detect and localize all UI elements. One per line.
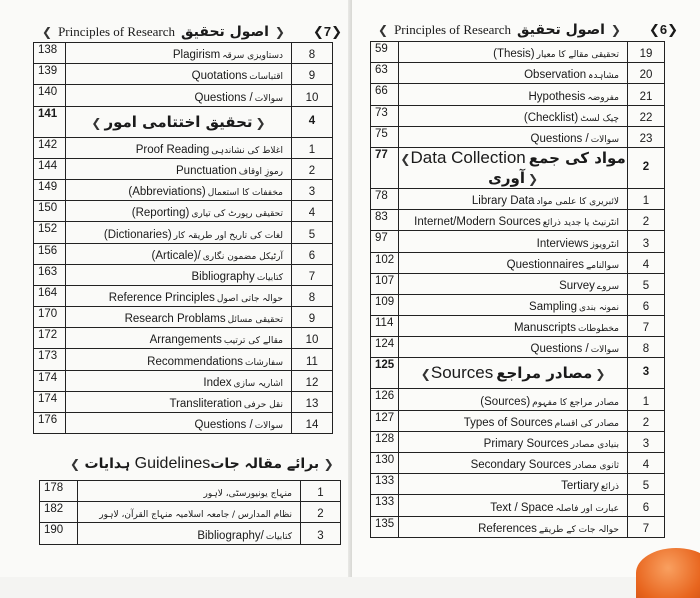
page-ref: 173 — [34, 349, 66, 370]
toc-row — [34, 64, 333, 85]
toc-row — [34, 285, 333, 306]
entry-number: 4 — [292, 201, 333, 222]
entry-title-ur: سروے — [596, 281, 619, 292]
entry-title-en: (Dictionaries) — [103, 228, 172, 241]
entry-title — [66, 328, 292, 349]
page-ref: 114 — [371, 316, 399, 337]
toc-row — [371, 252, 665, 273]
book-title-urdu: اصول تحقیق — [181, 24, 269, 40]
page-number: ❮7❯ — [312, 24, 343, 39]
toc-row — [34, 179, 333, 200]
toc-row — [40, 502, 341, 523]
entry-title-ur: اشاریہ سازی — [233, 378, 283, 389]
entry-title — [66, 413, 292, 434]
toc-row — [34, 349, 333, 370]
entry-title — [66, 158, 292, 179]
toc-row — [371, 516, 665, 537]
entry-title-en: Questionnaires — [506, 258, 584, 271]
entry-number: 9 — [292, 307, 333, 328]
entry-title-en: Hypothesis — [528, 90, 586, 103]
entry-title — [66, 137, 292, 158]
entry-title — [66, 179, 292, 200]
toc-row — [371, 389, 665, 410]
left-page — [0, 0, 352, 577]
entry-title — [399, 516, 628, 537]
section-title-en: Data Collection — [410, 147, 526, 167]
entry-title — [66, 106, 292, 137]
entry-title — [66, 285, 292, 306]
entry-number: 5 — [628, 273, 665, 294]
entry-title-en: (Thesis) — [493, 48, 535, 61]
entry-title-en: Proof Reading — [135, 143, 210, 156]
entry-number: 1 — [628, 389, 665, 410]
page-ref: 73 — [371, 105, 399, 126]
entry-title-en: (Articale)/ — [151, 249, 201, 262]
entry-title — [78, 481, 301, 502]
page-ref: 141 — [34, 106, 66, 137]
ornament-icon: ❮ — [420, 367, 431, 382]
entry-title — [399, 126, 628, 147]
entry-title-en: Bibliography — [191, 270, 255, 283]
entry-title — [399, 358, 628, 389]
book-title-english: Principles of Research — [394, 22, 512, 37]
toc-table-right — [370, 41, 665, 538]
entry-title — [66, 391, 292, 412]
entry-number: 7 — [628, 516, 665, 537]
entry-number: 10 — [292, 85, 333, 106]
entry-title — [399, 210, 628, 231]
toc-row — [371, 431, 665, 452]
page-ref: 128 — [371, 431, 399, 452]
entry-title-en: Bibliography/ — [197, 529, 264, 542]
toc-table-left — [33, 42, 333, 434]
entry-number: 7 — [628, 316, 665, 337]
page-ref: 75 — [371, 126, 399, 147]
entry-title-en: (Reporting) — [131, 207, 190, 220]
entry-title-en: Reference Principles — [108, 292, 215, 305]
entry-title-ur: سوالنامے — [586, 260, 619, 271]
orange-object — [636, 548, 700, 598]
entry-title-en: Questions / — [194, 91, 253, 104]
entry-title — [66, 370, 292, 391]
entry-number: 3 — [628, 358, 665, 389]
entry-title-en: Secondary Sources — [470, 459, 571, 472]
section-title-en: Sources — [430, 363, 494, 383]
entry-title-ur: لغات کی تاریخ اور طریقہ کار — [173, 230, 283, 241]
page-ref: 174 — [34, 391, 66, 412]
entry-title — [66, 85, 292, 106]
entry-title-ur: تحقیقی رپورٹ کی تیاری — [191, 209, 283, 220]
entry-title-en: Types of Sources — [463, 416, 553, 429]
entry-number: 8 — [628, 337, 665, 358]
entry-title-ur: بنیادی مصادر — [570, 440, 619, 450]
entry-title-ur: دستاویزی سرقہ — [222, 51, 283, 62]
guidelines-table — [39, 480, 341, 545]
toc-row — [34, 222, 333, 243]
guidelines-heading: ❮ ہدایات Guidelinesبرائے مقالہ جات ❯ — [70, 455, 334, 472]
entry-title-ur: سوالات — [254, 421, 283, 432]
entry-title-ur: سوالات — [590, 134, 619, 145]
entry-title-en: (Sources) — [480, 395, 531, 408]
entry-title-ur: اقتباسات — [249, 72, 283, 83]
running-head-left — [42, 22, 342, 42]
page-ref: 139 — [34, 64, 66, 85]
entry-number: 22 — [628, 105, 665, 126]
toc-row — [34, 413, 333, 434]
entry-title-ur: نقل حرفی — [243, 400, 283, 410]
toc-row — [40, 481, 341, 502]
entry-title-en: Index — [203, 376, 232, 389]
entry-number: 13 — [292, 391, 333, 412]
ornament-icon: ❯ — [595, 367, 606, 382]
page-ref: 152 — [34, 222, 66, 243]
toc-section-row — [371, 147, 665, 188]
entry-title-ur: مقالے کی ترتیب — [223, 336, 283, 347]
entry-number: 3 — [628, 431, 665, 452]
toc-row — [40, 523, 341, 544]
page-ref: 109 — [371, 294, 399, 315]
entry-number: 10 — [292, 328, 333, 349]
page-ref: 164 — [34, 285, 66, 306]
entry-title — [399, 84, 628, 105]
page-ref: 178 — [40, 481, 78, 502]
entry-title-ur: تحقیقی مسائل — [227, 315, 283, 326]
page-ref: 59 — [371, 42, 399, 63]
entry-title-ur: چیک لسٹ — [580, 113, 619, 124]
entry-title — [66, 43, 292, 64]
entry-title — [66, 64, 292, 85]
page-ref: 135 — [371, 516, 399, 537]
entry-title-en: Questions / — [530, 132, 589, 145]
entry-title-ur: کتابیات — [256, 272, 283, 283]
entry-title-en: Punctuation — [176, 164, 237, 177]
entry-title-ur: مفروضہ — [587, 92, 619, 103]
entry-number: 1 — [628, 188, 665, 209]
ornament-icon: ❮ — [91, 115, 102, 130]
section-title-ur: مصادر مراجع — [496, 364, 593, 383]
page-ref: 182 — [40, 502, 78, 523]
page-ref: 126 — [371, 389, 399, 410]
page-number: ❮6❯ — [648, 22, 679, 37]
entry-title — [399, 495, 628, 516]
entry-title-en: (Abbreviations) — [128, 186, 206, 199]
entry-title-en: Library Data — [471, 195, 535, 208]
page-ref: 140 — [34, 85, 66, 106]
entry-number: 11 — [292, 349, 333, 370]
toc-row — [371, 273, 665, 294]
entry-title-en: Transliteration — [169, 398, 242, 410]
entry-number: 12 — [292, 370, 333, 391]
page-ref: 78 — [371, 188, 399, 209]
entry-title-ur: سفارشات — [245, 357, 283, 368]
entry-number: 1 — [292, 137, 333, 158]
entry-number: 14 — [292, 413, 333, 434]
entry-title — [399, 42, 628, 63]
page-ref: 125 — [371, 358, 399, 389]
entry-title-ur: آرٹیکل مضمون نگاری — [202, 251, 283, 262]
entry-title — [399, 453, 628, 474]
ornament-icon: ❯ — [255, 115, 266, 130]
entry-title-en: Interviews — [536, 237, 589, 250]
toc-row — [371, 474, 665, 495]
entry-title-ur: منہاج یونیورسٹی، لاہور — [203, 489, 292, 500]
toc-row — [371, 63, 665, 84]
running-head-right — [378, 20, 678, 40]
entry-title — [399, 294, 628, 315]
entry-number: 21 — [628, 84, 665, 105]
entry-title — [66, 264, 292, 285]
book-title-english: Principles of Research — [58, 24, 176, 39]
entry-title — [78, 523, 301, 544]
toc-row — [34, 307, 333, 328]
entry-number: 4 — [628, 453, 665, 474]
entry-number: 4 — [292, 106, 333, 137]
entry-title — [66, 349, 292, 370]
toc-row — [34, 391, 333, 412]
page-ref: 63 — [371, 63, 399, 84]
entry-title — [399, 474, 628, 495]
book-title-urdu: اصول تحقیق — [517, 22, 605, 38]
entry-title — [399, 431, 628, 452]
entry-number: 7 — [292, 264, 333, 285]
entry-title — [399, 337, 628, 358]
ornament-icon: ❮ — [400, 151, 411, 166]
page-ref: 150 — [34, 201, 66, 222]
toc-row — [34, 328, 333, 349]
entry-title-en: Sampling — [529, 301, 577, 314]
entry-title — [399, 389, 628, 410]
toc-section-row — [34, 106, 333, 137]
entry-title — [399, 105, 628, 126]
entry-title-en: Quotations — [191, 70, 248, 83]
entry-number: 1 — [301, 481, 341, 502]
toc-row — [34, 243, 333, 264]
toc-row — [371, 84, 665, 105]
entry-number: 2 — [628, 410, 665, 431]
toc-row — [34, 264, 333, 285]
toc-row — [371, 210, 665, 231]
toc-row — [371, 453, 665, 474]
entry-title-en: References — [478, 522, 537, 535]
page-ref: 142 — [34, 137, 66, 158]
entry-number: 4 — [628, 252, 665, 273]
toc-row — [371, 105, 665, 126]
entry-number: 3 — [301, 523, 341, 544]
toc-row — [371, 188, 665, 209]
page-ref: 170 — [34, 307, 66, 328]
entry-title — [399, 273, 628, 294]
toc-row — [371, 294, 665, 315]
entry-number: 20 — [628, 63, 665, 84]
page-ref: 156 — [34, 243, 66, 264]
entry-title-ur: سوالات — [590, 345, 619, 356]
page-ref: 190 — [40, 523, 78, 544]
toc-row — [34, 158, 333, 179]
section-title-ur: تحقیق اختتامی امور — [104, 112, 253, 131]
entry-title-ur: سوالات — [254, 93, 283, 104]
page-ref: 138 — [34, 43, 66, 64]
page-ref: 127 — [371, 410, 399, 431]
toc-row — [371, 495, 665, 516]
entry-number: 2 — [628, 210, 665, 231]
entry-title-ur: نمونہ بندی — [579, 303, 619, 314]
entry-title-ur: مخطوطات — [577, 324, 619, 335]
toc-row — [371, 316, 665, 337]
page-ref: 66 — [371, 84, 399, 105]
entry-title-ur: حوالہ جات کے طریقے — [538, 524, 619, 535]
entry-title-ur: تحقیقی مقالے کا معیار — [536, 50, 619, 61]
entry-number: 19 — [628, 42, 665, 63]
page-ref: 172 — [34, 328, 66, 349]
toc-row — [371, 337, 665, 358]
page-ref: 174 — [34, 370, 66, 391]
entry-title-ur: کتابیات — [265, 531, 292, 542]
toc-row — [371, 126, 665, 147]
page-ref: 97 — [371, 231, 399, 252]
entry-title-ur: رموزِ اوقاف — [238, 166, 283, 177]
entry-title-en: Observation — [524, 69, 587, 82]
entry-title-ur: حوالہ جاتی اصول — [216, 294, 283, 305]
entry-title-en: Tertiary — [561, 480, 599, 493]
toc-row — [34, 43, 333, 64]
toc-row — [371, 231, 665, 252]
page-ref: 149 — [34, 179, 66, 200]
entry-number: 6 — [628, 294, 665, 315]
entry-title-en: Questions / — [194, 419, 253, 432]
toc-section-row — [371, 358, 665, 389]
entry-number: 2 — [628, 147, 665, 188]
entry-title — [66, 243, 292, 264]
entry-title — [399, 147, 628, 188]
entry-title-ur: مخففات کا استعمال — [207, 188, 283, 199]
entry-title — [78, 502, 301, 523]
entry-number: 5 — [628, 474, 665, 495]
entry-title — [66, 222, 292, 243]
right-page — [352, 0, 700, 577]
entry-number: 3 — [292, 179, 333, 200]
page-ref: 133 — [371, 474, 399, 495]
entry-number: 8 — [292, 43, 333, 64]
entry-title — [66, 201, 292, 222]
entry-title-ur: انٹرویوز — [590, 239, 619, 250]
entry-title-ur: عبارت اور فاصلہ — [555, 503, 619, 514]
page-ref: 124 — [371, 337, 399, 358]
page-ref: 163 — [34, 264, 66, 285]
entry-title — [399, 63, 628, 84]
toc-row — [34, 201, 333, 222]
entry-title-ur: ثانوی مصادر — [572, 461, 619, 472]
ornament-icon: ❯ — [527, 171, 539, 186]
entry-number: 8 — [292, 285, 333, 306]
toc-row — [371, 410, 665, 431]
entry-title-en: Primary Sources — [483, 438, 569, 450]
page-ref: 83 — [371, 210, 399, 231]
entry-title-en: Survey — [559, 279, 595, 292]
page-ref: 102 — [371, 252, 399, 273]
page-ref: 133 — [371, 495, 399, 516]
entry-number: 23 — [628, 126, 665, 147]
page-ref: 107 — [371, 273, 399, 294]
page-ref: 176 — [34, 413, 66, 434]
ornament-icon: ❯ — [610, 23, 621, 37]
entry-title-en: Manuscripts — [513, 322, 576, 335]
entry-title-ur: لائبریری کا علمی مواد — [536, 197, 619, 208]
entry-title-ur: مصادر مراجع کا مفہوم — [532, 397, 619, 408]
toc-row — [34, 85, 333, 106]
entry-title-ur: مصادر کی اقسام — [554, 418, 619, 429]
page-ref: 77 — [371, 147, 399, 188]
toc-row — [371, 42, 665, 63]
entry-title-ur: انٹرنیٹ یا جدید ذرائع — [542, 218, 619, 229]
entry-title-en: Arrangements — [149, 334, 222, 347]
entry-number: 6 — [628, 495, 665, 516]
page-ref: 144 — [34, 158, 66, 179]
entry-number: 3 — [628, 231, 665, 252]
entry-title-en: Text / Space — [490, 501, 554, 514]
entry-number: 6 — [292, 243, 333, 264]
entry-number: 2 — [292, 158, 333, 179]
entry-title-ur: اغلاط کی نشاندہی — [211, 145, 283, 156]
ornament-icon: ❯ — [274, 25, 285, 39]
entry-title — [399, 410, 628, 431]
toc-row — [34, 137, 333, 158]
entry-title-en: Questions / — [530, 343, 589, 356]
entry-title — [399, 188, 628, 209]
entry-title — [399, 252, 628, 273]
entry-title — [399, 316, 628, 337]
entry-title-en: Recommendations — [147, 355, 244, 368]
entry-title-ur: نظام المدارس / جامعہ اسلامیہ منہاج القرآن، لاہور — [99, 510, 292, 521]
entry-title-ur: مشاہدہ — [588, 71, 619, 82]
page-ref: 130 — [371, 453, 399, 474]
entry-title-ur: ذرائع — [600, 482, 619, 493]
entry-number: 9 — [292, 64, 333, 85]
entry-title — [66, 307, 292, 328]
ornament-icon: ❮ — [378, 23, 389, 37]
entry-number: 2 — [301, 502, 341, 523]
entry-title-en: Internet/Modern Sources — [414, 216, 541, 229]
toc-row — [34, 370, 333, 391]
entry-title-en: (Checklist) — [523, 111, 579, 124]
entry-title — [399, 231, 628, 252]
section-title-ur: مواد کی جمع آوری — [488, 148, 626, 187]
ornament-icon: ❮ — [42, 25, 53, 39]
entry-number: 5 — [292, 222, 333, 243]
entry-title-en: Plagirism — [172, 49, 221, 62]
entry-title-en: Research Problams — [124, 313, 226, 326]
